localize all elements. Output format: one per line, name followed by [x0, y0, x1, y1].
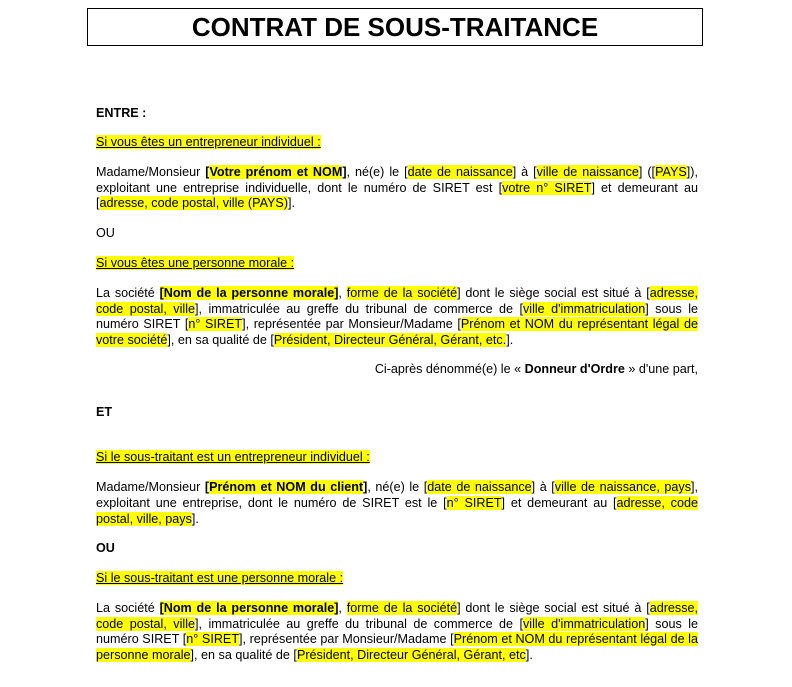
document-title: CONTRAT DE SOUS-TRAITANCE — [87, 8, 703, 46]
section-heading-company: Si vous êtes une personne morale : — [96, 255, 295, 270]
entre-label: ENTRE : — [96, 106, 147, 120]
paragraph-subcontractor-individual: Madame/Monsieur [Prénom et NOM du client], né(e) le [date de naissance] à [ville de naissance, pays], exploitant une entreprise, dont le numéro de SIRET est le [n° SIRET] et demeurant au [adresse, code postal, ville, pays]. — [96, 480, 699, 526]
donneur-line: Ci-après dénommé(e) le « Donneur d'Ordre » d'une part, — [374, 361, 698, 376]
paragraph-individual: Madame/Monsieur [Votre prénom et NOM], né(e) le [date de naissance] à [ville de naissance] ([PAYS]), exploitant une entreprise individuelle, dont le numéro de SIRET est [votre n° SIRET] et demeurant au [adresse, code postal, ville (PAYS)]. — [96, 165, 699, 211]
section-heading-subcontractor-individual: Si le sous-traitant est un entrepreneur individuel : — [96, 449, 370, 464]
section-heading-individual: Si vous êtes un entrepreneur individuel : — [96, 134, 321, 149]
paragraph-subcontractor-company: La société [Nom de la personne morale], forme de la société] dont le siège social est situé à [adresse, code postal, ville], immatriculée au greffe du tribunal de commerce de [ville d'immatriculation] sous le numéro SIRET [n° SIRET], représentée par Monsieur/Madame [Prénom et NOM du représentant légal de la personne morale], en sa qualité de [Président, Directeur Général, Gérant, etc]. — [96, 601, 699, 663]
et-label: ET — [96, 405, 113, 420]
ou-separator: OU — [96, 225, 115, 240]
document-body — [96, 106, 698, 664]
section-heading-subcontractor-company: Si le sous-traitant est une personne morale : — [96, 570, 344, 585]
ou-separator-bold: OU — [96, 541, 115, 556]
paragraph-company: La société [Nom de la personne morale], forme de la société] dont le siège social est situé à [adresse, code postal, ville], immatriculée au greffe du tribunal de commerce de [ville d'immatriculation] sous le numéro SIRET [n° SIRET], représentée par Monsieur/Madame [Prénom et NOM du représentant légal de votre société], en sa qualité de [Président, Directeur Général, Gérant, etc.]. — [96, 286, 699, 347]
